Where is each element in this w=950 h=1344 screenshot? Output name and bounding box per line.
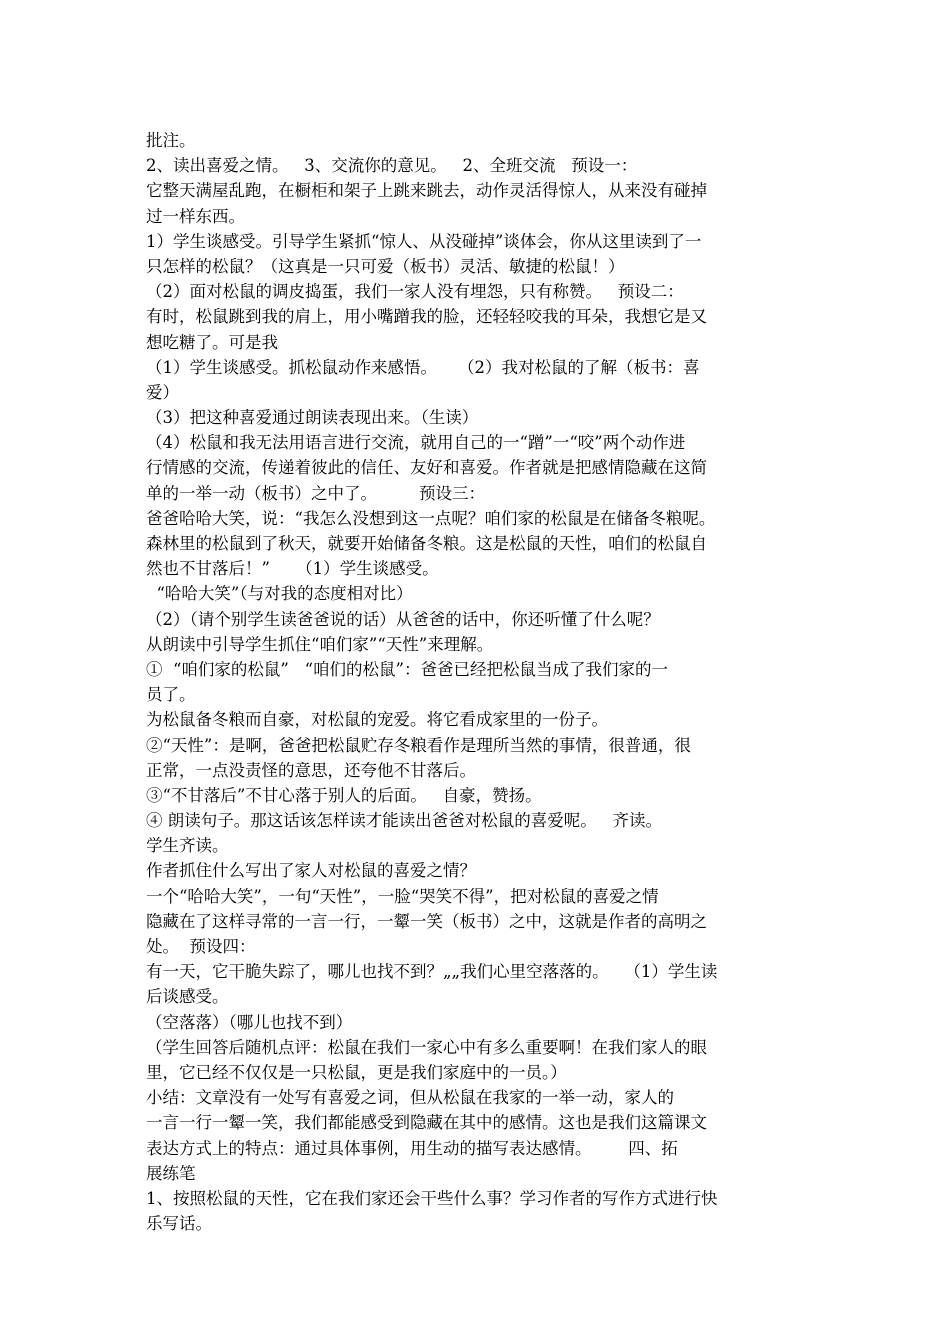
- text-line: ① “咱们家的松鼠” “咱们的松鼠”：爸爸已经把松鼠当成了我们家的一: [146, 659, 668, 679]
- text-line: （3）把这种喜爱通过朗读表现出来。（生读）: [146, 408, 479, 428]
- text-line: （2）面对松鼠的调皮捣蛋，我们一家人没有埋怨，只有称赞。 预设二：: [146, 282, 684, 302]
- text-line: 1、按照松鼠的天性，它在我们家还会干些什么事？学习作者的写作方式进行快: [146, 1188, 718, 1208]
- text-line: 一个“哈哈大笑”，一句“天性”，一脸“哭笑不得”，把对松鼠的喜爱之情: [146, 886, 659, 906]
- text-line: 只怎样的松鼠？（这真是一只可爱（板书）灵活、敏捷的松鼠！）: [146, 256, 625, 276]
- text-line: ②“天性”：是啊，爸爸把松鼠贮存冬粮看作是理所当然的事情，很普通，很: [146, 735, 691, 755]
- text-line: 森林里的松鼠到了秋天，就要开始储备冬粮。这是松鼠的天性，咱们的松鼠自: [146, 534, 707, 553]
- text-line: 爸爸哈哈大笑，说：“我怎么没想到这一点呢？咱们家的松鼠是在储备冬粮呢。: [146, 508, 716, 528]
- text-line: 从朗读中引导学生抓住“咱们家”“天性”来理解。: [146, 634, 494, 654]
- text-line: 有一天，它干脆失踪了，哪儿也找不到？„„我们心里空落落的。 （1）学生读: [146, 962, 718, 982]
- text-line: 1）学生谈感受。引导学生紧抓“惊人、从没碰掉”谈体会，你从这里读到了一: [146, 231, 702, 251]
- text-line: ④ 朗读句子。那这话该怎样读才能读出爸爸对松鼠的喜爱呢。 齐读。: [146, 811, 662, 831]
- text-line: 员了。: [146, 685, 196, 705]
- text-line: 有时，松鼠跳到我的肩上，用小嘴蹭我的脸，还轻轻咬我的耳朵，我想它是又: [146, 307, 707, 327]
- text-line: ③“不甘落后”不甘心落于别人的后面。 自豪，赞扬。: [146, 785, 542, 805]
- text-line: （1）学生谈感受。抓松鼠动作来感悟。 （2）我对松鼠的了解（板书：喜: [146, 357, 700, 377]
- text-line: 单的一举一动（板书）之中了。 预设三：: [146, 483, 485, 503]
- text-line: 作者抓住什么写出了家人对松鼠的喜爱之情？: [146, 861, 476, 881]
- text-line: 它整天满屋乱跑，在橱柜和架子上跳来跳去，动作灵活得惊人，从来没有碰掉: [146, 181, 707, 201]
- text-line: 2、读出喜爱之情。 3、交流你的意见。 2、全班交流 预设一：: [146, 156, 638, 176]
- text-line: （2）（请个别学生读爸爸说的话）从爸爸的话中，你还听懂了什么呢？: [146, 609, 660, 629]
- text-line: 正常，一点没责怪的意思，还夸他不甘落后。: [146, 760, 476, 780]
- text-line: 行情感的交流，传递着彼此的信任、友好和喜爱。作者就是把感情隐藏在这简: [146, 458, 707, 478]
- text-line: （4）松鼠和我无法用语言进行交流，就用自己的一“蹭”一“咬”两个动作进: [146, 433, 686, 453]
- text-line: （学生回答后随机点评：松鼠在我们一家心中有多么重要啊！在我们家人的眼: [146, 1037, 707, 1057]
- text-line: 然也不甘落后！” （1）学生谈感受。: [146, 559, 439, 579]
- text-line: 学生齐读。: [146, 836, 229, 856]
- text-line: 乐写话。: [146, 1214, 212, 1234]
- text-line: 一言一行一颦一笑，我们都能感受到隐藏在其中的感情。这也是我们这篇课文: [146, 1113, 707, 1133]
- text-line: 表达方式上的特点：通过具体事例，用生动的描写表达感情。 四、拓: [146, 1138, 678, 1158]
- text-line: 小结：文章没有一处写有喜爱之词，但从松鼠在我家的一举一动，家人的: [146, 1088, 674, 1108]
- text-line: 爱）: [146, 382, 179, 402]
- text-line: 里，它已经不仅仅是一只松鼠，更是我们家庭中的一员。）: [146, 1062, 567, 1082]
- text-line: 后谈感受。: [146, 987, 229, 1007]
- text-line: 隐藏在了这样寻常的一言一行，一颦一笑（板书）之中，这就是作者的高明之: [146, 911, 707, 931]
- document-body: [146, 128, 816, 1236]
- text-line: 为松鼠备冬粮而自豪，对松鼠的宠爱。将它看成家里的一份子。: [146, 710, 608, 730]
- text-line: 处。 预设四：: [146, 937, 256, 956]
- text-line: 展练笔: [146, 1163, 196, 1183]
- text-line: 批注。: [146, 131, 196, 150]
- text-line: 过一样东西。: [146, 206, 245, 226]
- text-line: （空落落）（哪儿也找不到）: [146, 1012, 353, 1032]
- text-line: 想吃糖了。可是我: [146, 332, 278, 352]
- text-line: “哈哈大笑”（与对我的态度相对比）: [146, 584, 413, 604]
